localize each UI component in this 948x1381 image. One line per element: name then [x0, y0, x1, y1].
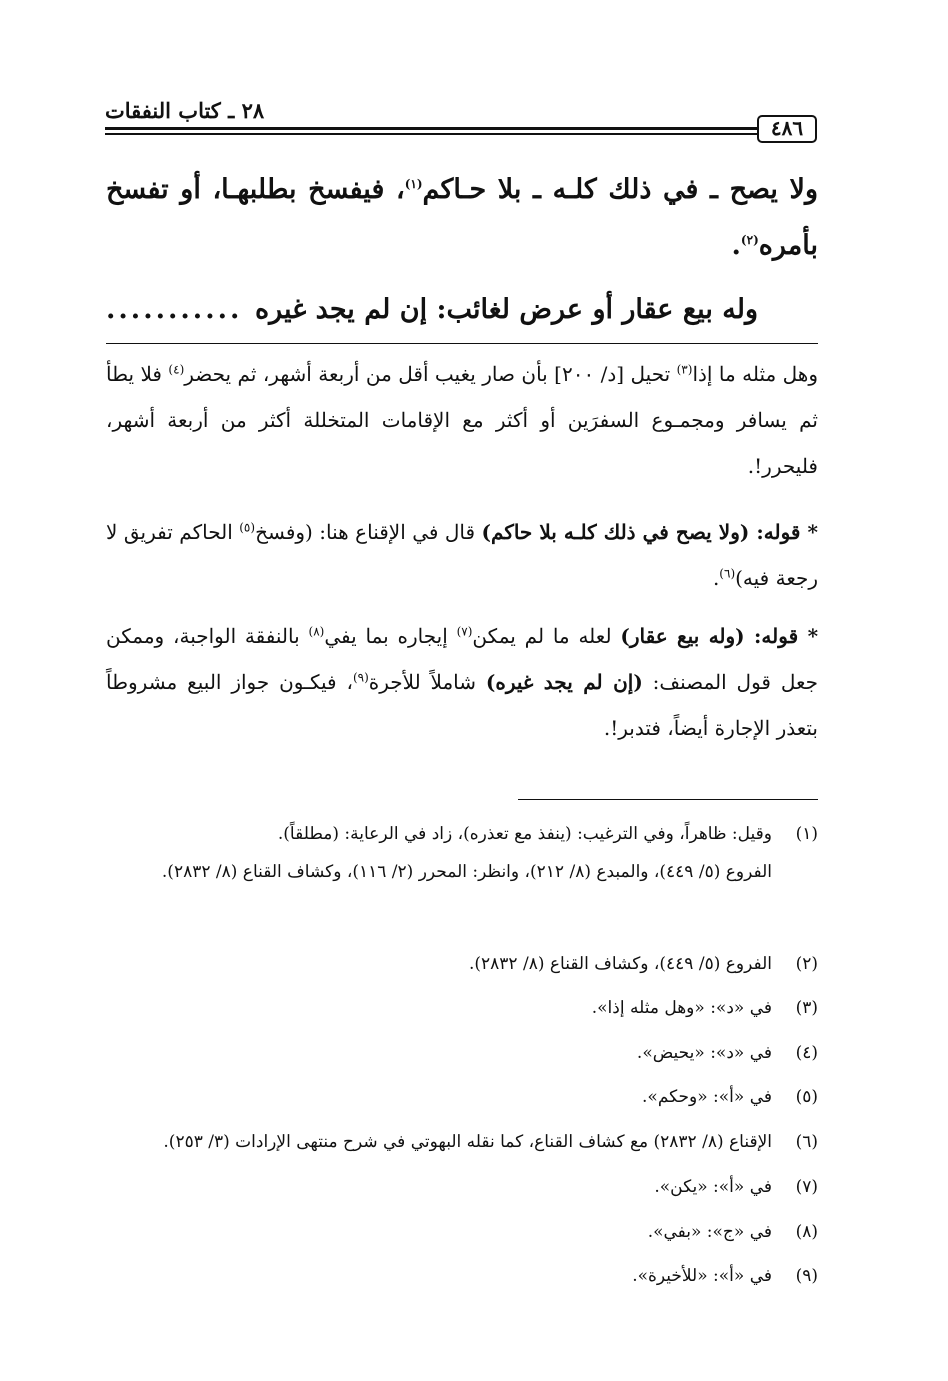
footnote — [106, 1168, 818, 1206]
footnote-text: وقيل: ظاهراً، وفي الترغيب: (ينفذ مع تعذره)، زاد في الرعاية: (مطلقاً). — [277, 824, 772, 844]
matn-paragraph — [106, 162, 818, 274]
footnote-text: في «ج»: «بفي». — [647, 1222, 772, 1242]
footnote-number: (٤) — [795, 1043, 818, 1063]
matn-separator-rule — [106, 343, 818, 344]
matn-paragraph — [106, 285, 818, 335]
header-rule-thin — [105, 133, 757, 135]
footnote-number: (٥) — [795, 1087, 818, 1107]
footnote — [106, 1123, 818, 1161]
footnote — [106, 815, 818, 891]
commentary-text: . — [712, 566, 720, 590]
footnote-number: (٩) — [795, 1266, 818, 1286]
footnote-text: في «د»: «وهل مثله إذا». — [591, 998, 772, 1018]
commentary-text: لعله ما لم يمكن — [472, 624, 621, 648]
matn-text: ولا يصح ـ في ذلك كلـه ـ بلا حـاكم — [422, 174, 818, 205]
star-marker: * — [798, 624, 819, 648]
matn-text: . — [731, 230, 741, 261]
commentary-text: قال في الإقناع هنا: (وفسخ — [255, 520, 482, 544]
commentary-paragraph — [106, 509, 818, 601]
footnote-ref: (٣) — [676, 362, 693, 377]
matn-text: وله بيع عقار أو عرض لغائب: إن لم يجد غيره — [254, 294, 758, 325]
footnote-text: في «د»: «يحيض». — [636, 1043, 772, 1063]
commentary-text: إيجاره بما يفي — [324, 624, 457, 648]
footnote-text: في «أ»: «للأخيرة». — [632, 1266, 772, 1286]
footnote-number: (٢) — [795, 954, 818, 974]
footnote — [106, 1078, 818, 1116]
footnote-text: الإقناع (٨/ ٢٨٣٢) مع كشاف القناع، كما نقله البهوتي في شرح منتهى الإرادات (٣/ ٢٥٣). — [163, 1132, 772, 1152]
footnote — [106, 1034, 818, 1072]
footnote-text: الفروع (٥/ ٤٤٩)، وكشاف القناع (٨/ ٢٨٣٢). — [468, 954, 772, 974]
commentary-lead: قوله: — [749, 520, 801, 544]
matn-quote: (وله بيع عقار) — [620, 624, 745, 648]
footnote-text: في «أ»: «وحكم». — [642, 1087, 772, 1107]
footnote-ref: (١) — [404, 177, 423, 191]
star-marker: * — [800, 520, 819, 544]
footnote-ref: (٥) — [239, 520, 256, 535]
commentary-text: الحاكم تفريق لا رجعة فيه) — [106, 520, 818, 590]
commentary-text: وهل مثله ما إذا — [692, 362, 818, 386]
footnote-ref: (٩) — [352, 670, 369, 685]
matn-quote: (إن لم يجد غيره) — [485, 670, 643, 694]
running-header-title: ٢٨ ـ كتاب النفقات — [105, 98, 265, 123]
matn-dots: ........... — [106, 294, 243, 325]
matn-text: ، فيفسخ بطلبهـا، أو تفسخ بأمره — [106, 174, 818, 261]
footnote-number: (٦) — [795, 1132, 818, 1152]
footnote-ref: (٧) — [456, 624, 473, 639]
commentary-lead: قوله: — [744, 624, 799, 648]
matn-quote: (ولا يصح في ذلك كلـه بلا حاكم) — [481, 520, 750, 544]
footnote-separator-rule — [518, 799, 818, 800]
commentary-text: تحيل [د/ ٢٠٠] بأن صار يغيب أقل من أربعة أشهر، ثم يحضر — [184, 362, 677, 386]
footnote — [106, 945, 818, 983]
footnote-number: (١) — [795, 824, 818, 844]
commentary-paragraph — [106, 613, 818, 751]
commentary-paragraph — [106, 351, 818, 489]
footnote-number: (٨) — [795, 1222, 818, 1242]
footnote-text: الفروع (٥/ ٤٤٩)، والمبدع (٨/ ٢١٢)، وانظر: المحرر (٢/ ١١٦)، وكشاف القناع (٨/ ٢٨٣٢). — [161, 862, 772, 882]
page-number: ٤٨٦ — [757, 115, 817, 143]
footnote — [106, 1257, 818, 1295]
commentary-text: ، فيكـون جواز البيع مشروطاً بتعذر الإجارة أيضاً، فتدبر!. — [106, 670, 818, 740]
footnote — [106, 989, 818, 1027]
header-rule-thick — [105, 127, 757, 130]
footnote-text: في «أ»: «يكن». — [654, 1177, 772, 1197]
footnote — [106, 1213, 818, 1251]
commentary-text: شاملاً للأجرة — [368, 670, 486, 694]
footnote-ref: (٨) — [308, 624, 325, 639]
commentary-text: بالنفقة الواجبة، وممكن جعل قول المصنف: — [106, 624, 818, 694]
footnote-ref: (٦) — [719, 566, 736, 581]
commentary-text: فلا يطأ ثم يسافر ومجمـوع السفرَين أو أكثر مع الإقامات المتخللة أكثر من أربعة أشهر، فليحرر!. — [106, 362, 818, 478]
footnote-ref: (٢) — [740, 233, 759, 247]
footnote-number: (٧) — [795, 1177, 818, 1197]
footnote-ref: (٤) — [168, 362, 185, 377]
footnote-number: (٣) — [795, 998, 818, 1018]
